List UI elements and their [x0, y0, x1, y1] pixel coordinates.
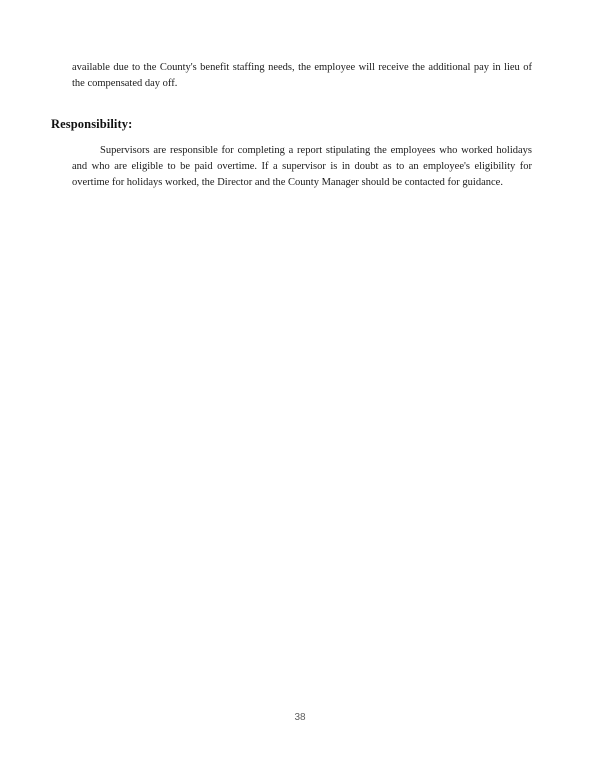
continued-paragraph: available due to the County's benefit staffing needs, the employee will receive the additional pay in lieu of the compensated day off. [72, 62, 532, 90]
page-number: 38 [294, 712, 306, 723]
page-content [51, 60, 532, 191]
section-heading-responsibility: Responsibility: [51, 116, 133, 131]
responsibility-paragraph: Supervisors are responsible for completing a report stipulating the employees who worked holidays and who are eligible to be paid overtime. If a supervisor is in doubt as to an employee's eligibility for overtime for holidays worked, the Director and the County Manager should be contacted for guidance. [72, 144, 532, 189]
